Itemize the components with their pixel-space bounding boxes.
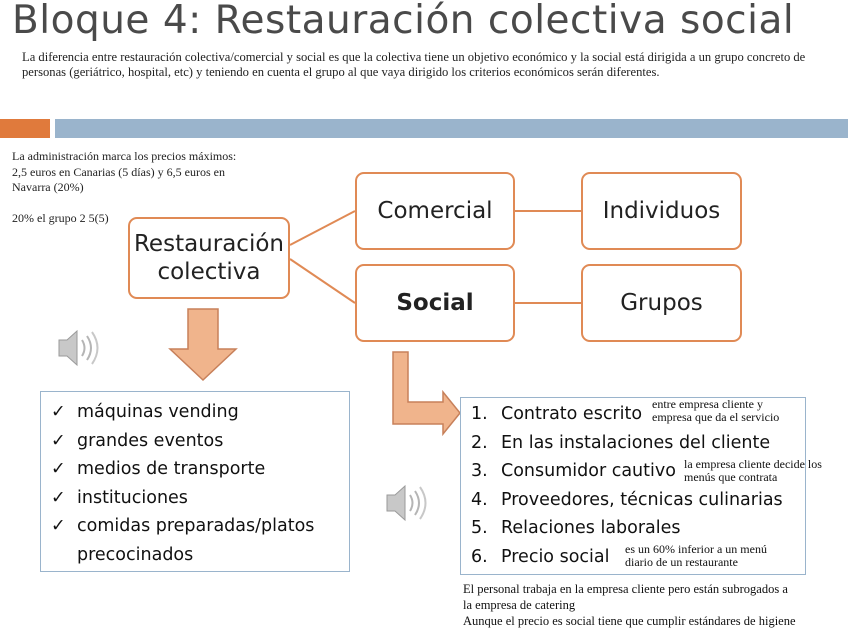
price-note-line: La administración marca los precios máximos: — [12, 149, 237, 163]
node-label: Grupos — [620, 290, 703, 316]
check-icon: ✓ — [51, 459, 66, 479]
list-item: ✓ medios de transporte — [51, 455, 343, 484]
node-grupos — [581, 264, 742, 342]
node-social — [355, 264, 515, 342]
check-icon: ✓ — [51, 487, 66, 508]
node-comercial — [355, 172, 515, 250]
collective-examples-list — [51, 398, 343, 569]
contract-note: entre empresa cliente y empresa que da el servicio — [652, 397, 780, 424]
connector-root-social — [290, 259, 355, 303]
node-label: Individuos — [602, 198, 721, 224]
list-item: ✓ comidas preparadas/platos precocinados — [51, 512, 343, 569]
social-price-note: es un 60% inferior a un menú diario de un restaurante — [625, 542, 767, 569]
node-label: Restauración — [133, 231, 284, 257]
list-item: 1. Contrato escrito — [471, 404, 643, 424]
staff-hygiene-note: El personal trabaja en la empresa cliente pero están subrogados a la empresa de catering Aunque el precio es social tiene que cumplir estándares de higiene — [463, 582, 796, 628]
speaker-icon — [387, 486, 426, 520]
price-note-line: 20% el grupo 2 5(5) — [12, 210, 109, 225]
list-item: ✓ instituciones — [51, 484, 343, 513]
check-icon: ✓ — [51, 402, 66, 422]
collective-examples-panel — [40, 391, 350, 572]
connector-root-commercial — [290, 211, 355, 245]
price-note-line: Navarra (20%) — [12, 180, 84, 194]
list-item: 4. Proveedores, técnicas culinarias — [471, 489, 783, 510]
node-label: Comercial — [377, 198, 493, 224]
intro-paragraph: La diferencia entre restauración colectiva/comercial y social es que la colectiva tiene un objetivo económico y la social está dirigida a un grupo concreto de personas (geriátrico, hospital, etc) y teniendo en cuenta el grupo al que vaya dirigido los criterios económicos serán diferentes. — [22, 50, 806, 79]
list-item: 2. En las instalaciones del cliente — [471, 432, 771, 453]
list-item: ✓ grandes eventos — [51, 427, 343, 456]
list-item: 6. Precio social — [471, 546, 610, 567]
down-arrow — [170, 309, 236, 380]
node-restauracion-colectiva — [128, 217, 290, 299]
bent-arrow — [393, 352, 460, 434]
node-label: Social — [396, 290, 474, 316]
price-note-line: 2,5 euros en Canarias (5 días) y 6,5 euros en — [12, 164, 225, 179]
speaker-icon — [59, 331, 98, 365]
check-icon: ✓ — [51, 430, 66, 451]
list-item: 3. Consumidor cautivo — [471, 461, 676, 482]
check-icon: ✓ — [51, 516, 66, 536]
list-item: ✓ máquinas vending — [51, 398, 343, 427]
node-individuos — [581, 172, 742, 250]
page-title: Bloque 4: Restauración colectiva social — [12, 0, 795, 43]
captive-consumer-note: la empresa cliente decide los menús que contrata — [684, 457, 822, 484]
node-label: colectiva — [157, 259, 261, 285]
list-item: 5. Relaciones laborales — [471, 518, 681, 539]
